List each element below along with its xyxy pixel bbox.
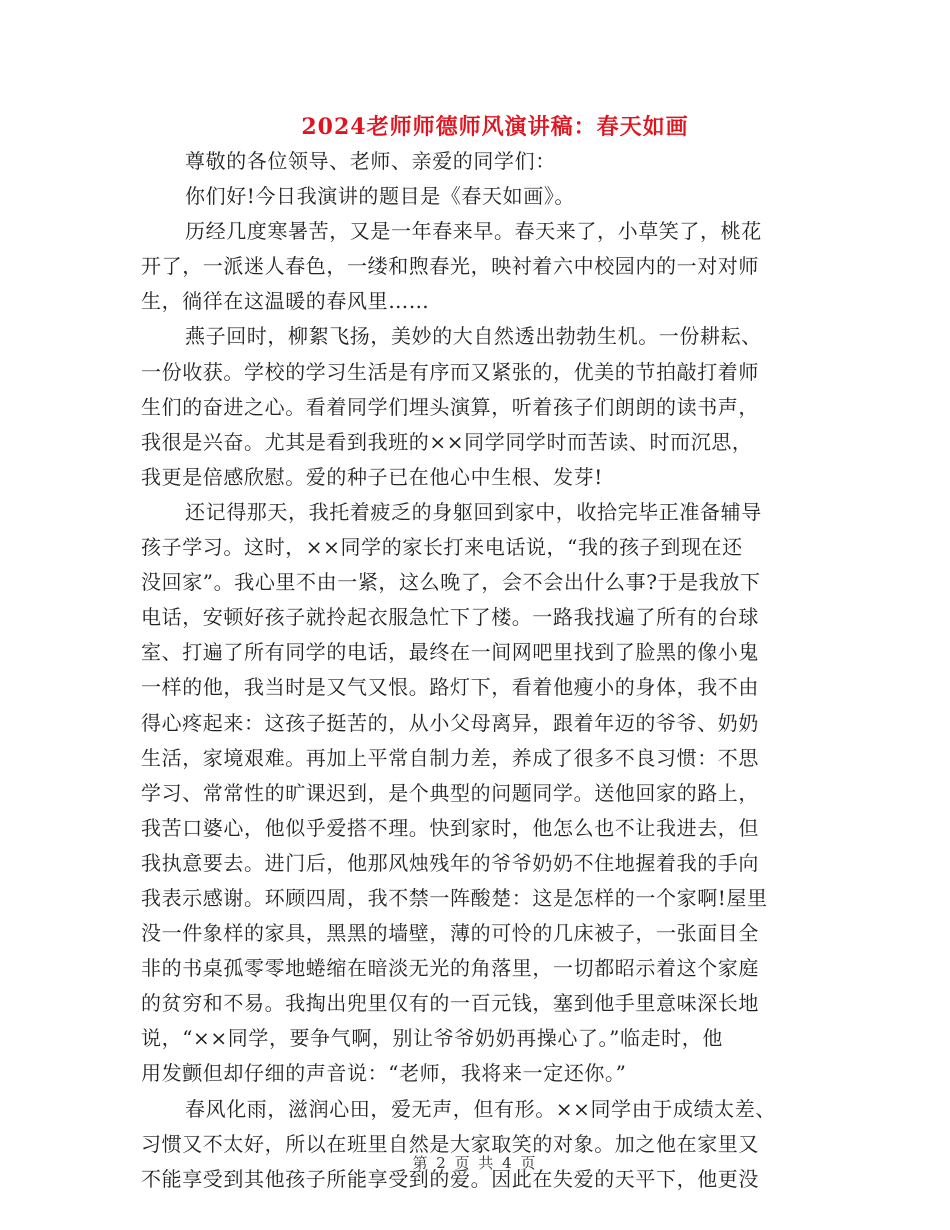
text-line: 不能享受到其他孩子所能享受到的爱。因此在失爱的天平下，他更没: [141, 1166, 759, 1191]
text-line: 生们的奋进之心。看着同学们埋头演算，听着孩子们朗朗的读书声，: [141, 394, 759, 419]
text-line: 孩子学习。这时，××同学的家长打来电话说，“我的孩子到现在还: [141, 535, 743, 560]
text-line: 尊敬的各位领导、老师、亲爱的同学们：: [185, 149, 556, 173]
text-line: 生活，家境艰难。再加上平常自制力差，养成了很多不良习惯：不思: [141, 745, 759, 770]
text-line: 我执意要去。进门后，他那风烛残年的爷爷奶奶不住地握着我的手向: [141, 850, 759, 875]
text-line: 电话，安顿好孩子就拎起衣服急忙下了楼。一路我找遍了所有的台球: [141, 605, 759, 630]
text-line: 的贫穷和不易。我掏出兜里仅有的一百元钱，塞到他手里意味深长地: [141, 991, 759, 1016]
text-line: 燕子回时，柳絮飞扬，美妙的大自然透出勃勃生机。一份耕耘、: [185, 324, 762, 349]
text-line: 我苦口婆心，他似乎爱搭不理。快到家时，他怎么也不让我进去，但: [141, 815, 759, 840]
text-line: 生，徜徉在这温暖的春风里……: [141, 289, 430, 314]
text-line: 春风化雨，滋润心田，爱无声，但有形。××同学由于成绩太差、: [185, 1096, 776, 1121]
text-line: 习惯又不太好，所以在班里自然是大家取笑的对象。加之他在家里又: [141, 1131, 759, 1156]
text-line: 得心疼起来：这孩子挺苦的，从小父母离异，跟着年迈的爷爷、奶奶: [141, 710, 759, 735]
page-number-footer: 第 2 页 共 4 页: [412, 1154, 538, 1172]
text-line: 没回家”。我心里不由一紧，这么晚了，会不会出什么事?于是我放下: [141, 570, 761, 595]
text-line: 没一件象样的家具，黑黑的墙壁，薄的可怜的几床被子，一张面目全: [141, 921, 759, 946]
text-line: 室、打遍了所有同学的电话，最终在一间网吧里找到了脸黑的像小鬼: [141, 640, 759, 665]
text-line: 一份收获。学校的学习生活是有序而又紧张的，优美的节拍敲打着师: [141, 359, 759, 384]
document-body: [141, 144, 809, 1197]
text-line: 非的书桌孤零零地蜷缩在暗淡无光的角落里，一切都昭示着这个家庭: [141, 956, 759, 981]
document-title: 2024老师师德师风演讲稿：春天如画: [301, 114, 689, 140]
text-line: 我很是兴奋。尤其是看到我班的××同学同学时而苦读、时而沉思，: [141, 429, 753, 454]
text-line: 说，“××同学，要争气啊，别让爷爷奶奶再操心了。”临走时，他: [141, 1026, 723, 1051]
text-line: 历经几度寒暑苦，又是一年春来早。春天来了，小草笑了，桃花: [185, 219, 762, 244]
text-line: 学习、常常性的旷课迟到，是个典型的问题同学。送他回家的路上，: [141, 780, 759, 805]
text-line: 一样的他，我当时是又气又恨。路灯下，看着他瘦小的身体，我不由: [141, 675, 759, 700]
text-line: 我表示感谢。环顾四周，我不禁一阵酸楚：这是怎样的一个家啊!屋里: [141, 885, 768, 910]
text-line: 你们好!今日我演讲的题目是《春天如画》。: [185, 184, 576, 209]
text-line: 开了，一派迷人春色，一缕和煦春光，映衬着六中校园内的一对对师: [141, 254, 759, 279]
text-line: 我更是倍感欣慰。爱的种子已在他心中生根、发芽!: [141, 464, 603, 489]
text-line: 还记得那天，我托着疲乏的身躯回到家中，收拾完毕正准备辅导: [185, 499, 762, 524]
text-line: 用发颤但却仔细的声音说：“老师，我将来一定还你。”: [141, 1061, 627, 1086]
